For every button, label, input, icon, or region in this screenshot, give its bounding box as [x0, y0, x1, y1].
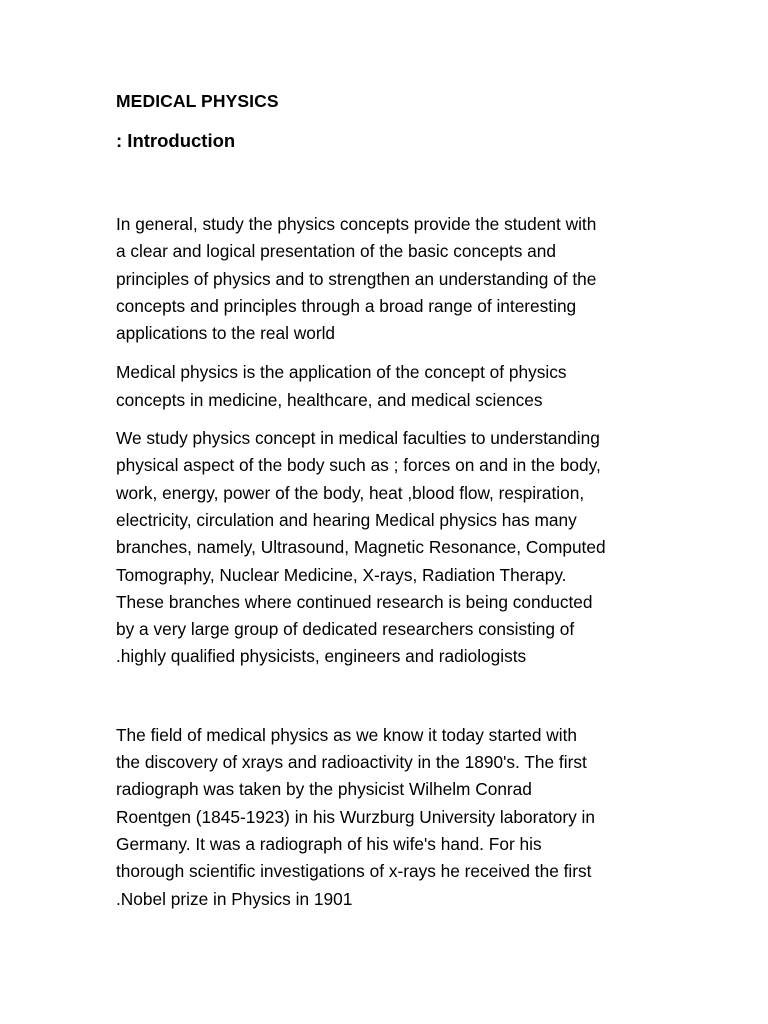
document-title: MEDICAL PHYSICS — [116, 91, 279, 111]
paragraph-medical-physics-definition: Medical physics is the application of the concept of physics concepts in medicine, healthcare, and medical sciences — [116, 362, 567, 410]
paragraph-medical-physics-history: The field of medical physics as we know it today started with the discovery of xrays and radioactivity in the 1890's. The first radiograph was taken by the physicist Wilhelm Conrad Roentgen (1845-1923) in his Wurzburg University laboratory in Germany. It was a radiograph of his wife's hand. For his thorough scientific investigations of x-rays he received the first .Nobel prize in Physics in 1901 — [116, 724, 595, 909]
section-heading-introduction: : Introduction — [116, 130, 236, 151]
paragraph-medical-physics-branches: We study physics concept in medical faculties to understanding physical aspect of the body such as ; forces on and in the body, work, energy, power of the body, heat ,blood flow, respiration, electricity, circulation and hearing Medical physics has many branches, namely, Ultrasound, Magnetic Resonance, Computed Tomography, Nuclear Medicine, X-rays, Radiation Therapy. These branches where continued research is being conducted by a very large group of dedicated researchers consisting of .highly qualified physicists, engineers and radiologists — [116, 428, 606, 667]
document-body — [116, 88, 656, 913]
paragraph-general-physics: In general, study the physics concepts provide the student with a clear and logical presentation of the basic concepts and principles of physics and to strengthen an understanding of the concepts and principles through a broad range of interesting applications to the real world — [116, 214, 597, 344]
